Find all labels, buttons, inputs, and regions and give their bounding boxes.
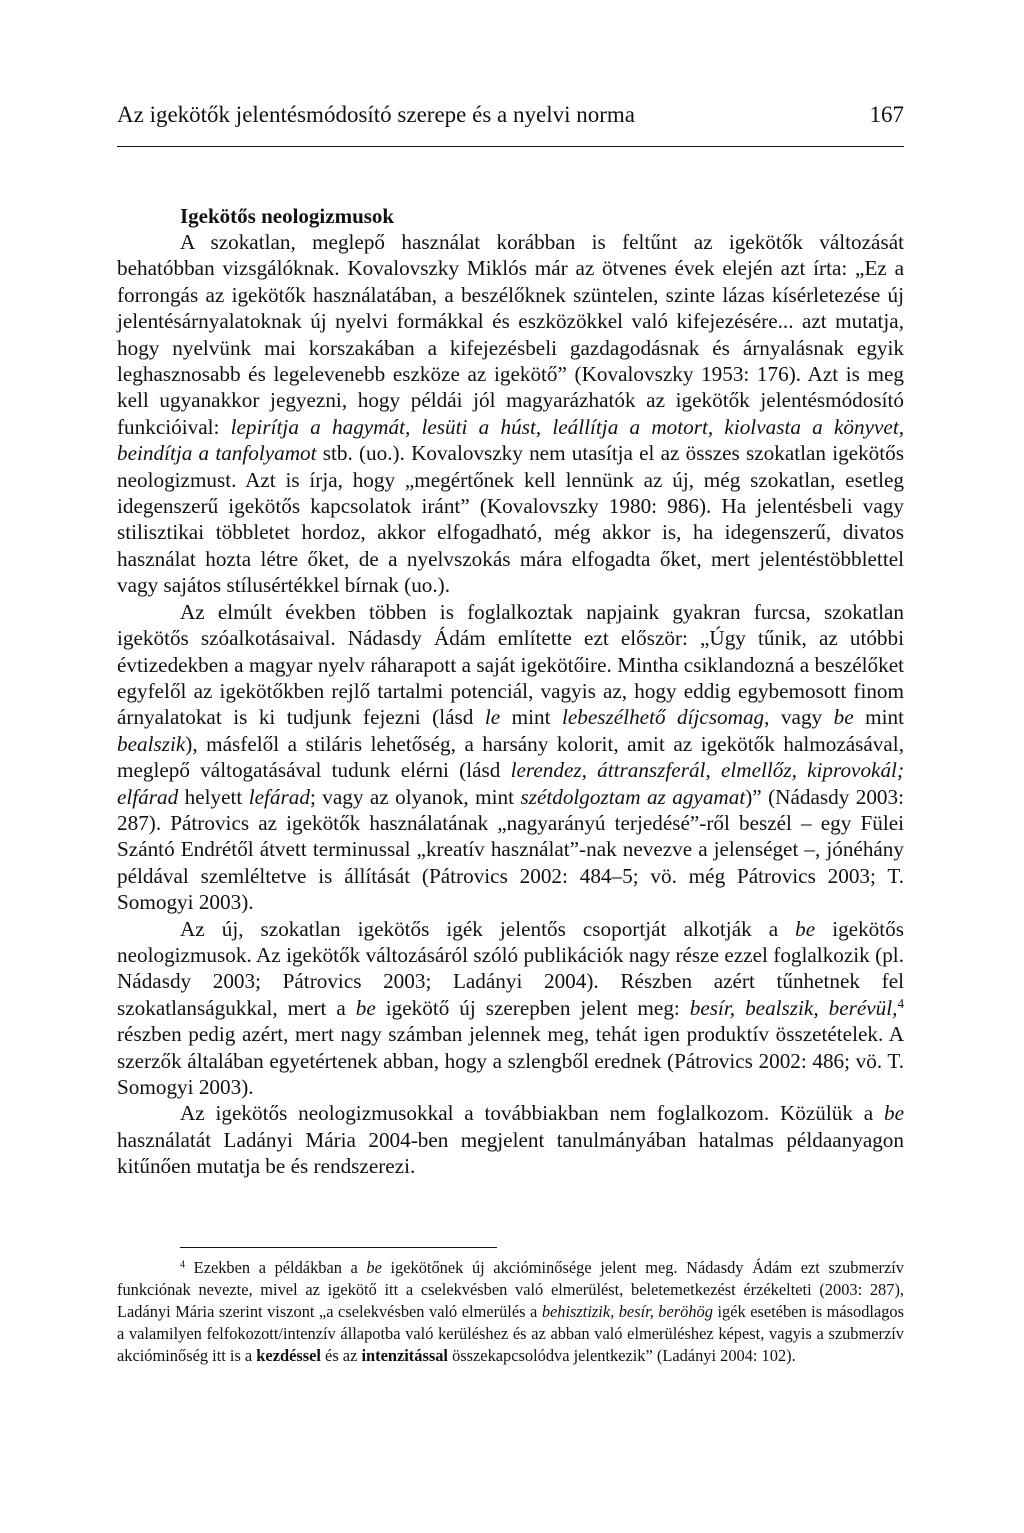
- text-run: )” (Nádasdy 2003: 287). Pátrovics az igekötők használatának „nagyarányú terjedésé”-ről beszél – egy Fülei Szántó Endrétől átvett terminussal „kreatív használat”-nak nevezve a jelenséget –, jónéhány példával szemléltetve is állítását (Pátrovics 2002: 484–5; vö. még Pátrovics 2003; T. Somogyi 2003).: [117, 784, 904, 915]
- text-run: stb. (uo.). Kovalovszky nem utasítja el az összes szokatlan igekötős neologizmust. Azt is írja, hogy „megértőnek kell lennünk az új, még szokatlan, esetleg idegenszerű igekötős kapcsolatok iránt” (Kovalovszky 1980: 986). Ha jelentésbeli vagy stilisztikai többletet hordoz, akkor elfogadható, még akkor is, ha idegenszerű, divatos használat hozta létre őket, de a nyelvszokás mára elfogadta őket, mert jelentéstöbblettel vagy sajátos stílusértékkel bírnak (uo.).: [117, 441, 905, 598]
- text-run: ), másfelől a stiláris lehetőség, a harsány kolorit, amit az igekötők halmozásával, meglepő váltogatásával tudunk elérni (lásd: [117, 731, 904, 783]
- header-divider: [117, 146, 904, 147]
- text-run: ; vagy az olyanok, mint: [309, 784, 521, 809]
- section-title: Igekötős neologizmusok: [180, 204, 395, 228]
- text-run: igekötő új szerepben jelent meg:: [375, 995, 690, 1020]
- text-run: részben pedig azért, mert nagy számban jelennek meg, tehát igen produktív összetételek. A szerzők általában egyetértenek abban, hogy a szlengből erednek (Pátrovics 2002: 486; vö. T. Somogyi 2003).: [117, 1022, 904, 1099]
- paragraph-3: [117, 916, 904, 1101]
- footnote-divider: [180, 1247, 497, 1248]
- italic-term: lebeszélhető díjcsomag: [562, 705, 765, 730]
- text-run: A szokatlan, meglepő használat korábban is feltűnt az igekötők változását behatóbban vizsgálóknak. Kovalovszky Miklós már az ötvenes évek elején azt írta: „Ez a forrongás az igekötők használatában, a beszélőknek szüntelen, szinte lázas kísérletezése új jelentésárnyalatoknak új nyelvi formákkal és eszközökkel való kifejezésére... azt mutatja, hogy nyelvünk mai korszakában a kifejezésbeli gazdagodásnak és árnyalásnak egyik leghasznosabb és legelevenebb eszköze az igekötő” (Kovalovszky 1953: 176). Azt is meg kell ugyanakkor jegyezni, hogy példái jól magyarázhatók az igekötők jelentésmódosító funkcióival:: [117, 230, 904, 439]
- text-run: és az: [320, 1345, 362, 1365]
- italic-term: lerendez, áttranszferál, elmellőz, kiprovokál; elfárad: [117, 758, 904, 809]
- text-run: igék esetében is másodlagos a valamilyen felfokozott/intenzív állapotba való kerüléshez és az abban való elmerüléshez képest, vagyis a szubmerzív akcióminőség itt is a: [117, 1301, 905, 1365]
- text-run: helyett: [178, 784, 249, 809]
- text-run: Az új, szokatlan igekötős igék jelentős csoportját alkotják a: [180, 916, 796, 941]
- page-number: 167: [869, 102, 904, 127]
- paragraph-2: [117, 599, 904, 916]
- italic-term: be: [795, 916, 816, 941]
- text-run: igekötőnek új akcióminősége jelent meg. Nádasdy Ádám ezt szubmerzív funkciónak nevezte, mivel az igekötő itt a cselekvésben való elmerülést, beletemetkezést érzékelteti (2003: 287), Ladányi Mária szerint viszont „a cselekvésben való elmerülés a: [117, 1258, 904, 1321]
- text-run: igekötős neologizmusok. Az igekötők változásáról szóló publikációk nagy része ezzel foglalkozik (pl. Nádasdy 2003; Pátrovics 2003; Ladányi 2004). Részben azért tűnhetnek fel szokatlanságukkal, mert a: [117, 916, 904, 1020]
- body-text: [117, 229, 904, 1180]
- italic-term: be: [366, 1258, 382, 1277]
- italic-term: szétdolgoztam az agyamat: [520, 784, 746, 809]
- italic-term: le: [484, 705, 501, 730]
- footnote-text: [117, 1257, 904, 1367]
- text-run: összekapcsolódva jelentkezik” (Ladányi 2004: 102).: [447, 1345, 796, 1365]
- paragraph-1: [117, 229, 904, 599]
- bold-term: kezdéssel: [256, 1345, 321, 1365]
- footnote-number: 4: [180, 1259, 186, 1271]
- italic-term: be: [355, 995, 376, 1020]
- italic-term: lefárad: [248, 784, 310, 809]
- italic-term: be: [833, 705, 854, 730]
- running-title: Az igekötők jelentésmódosító szerepe és a nyelvi norma: [117, 102, 635, 127]
- text-run: mint: [853, 705, 904, 730]
- bold-term: intenzitással: [361, 1345, 448, 1365]
- italic-term: be: [884, 1101, 904, 1126]
- text-run: , vagy: [764, 705, 834, 730]
- italic-term: bealszik: [117, 731, 186, 756]
- italic-term: behisztizik, besír, beröhög: [541, 1301, 713, 1321]
- italic-term: besír, bealszik, berévül,: [689, 995, 898, 1020]
- paragraph-4: [117, 1100, 904, 1179]
- text-run: használatát Ladányi Mária 2004-ben megjelent tanulmányában hatalmas példaanyagon kitűnően mutatja be és rendszerezi.: [117, 1127, 904, 1179]
- running-header: [117, 102, 904, 128]
- text-run: Az igekötős neologizmusokkal a továbbiakban nem foglalkozom. Közülük a: [180, 1101, 884, 1126]
- text-run: Ezekben a példákban a: [185, 1258, 367, 1277]
- footnote: [117, 1257, 904, 1367]
- text-run: Az elmúlt években többen is foglalkoztak napjaink gyakran furcsa, szokatlan igekötős szóalkotásaival. Nádasdy Ádám említette ezt először: „Úgy tűnik, az utóbbi évtizedekben a magyar nyelv ráharapott a saját igekötőire. Mintha csiklandozná a beszélőket egyfelől az igekötőkben rejlő tartalmi potenciál, vagyis az, hogy eddig egybemosott finom árnyalatokat is ki tudjunk fejezni (lásd: [117, 599, 904, 730]
- footnote-marker: 4: [897, 995, 904, 1011]
- text-run: mint: [500, 705, 562, 730]
- italic-examples: lepirítja a hagymát, lesüti a húst, leállítja a motort, kiolvasta a könyvet, beindítja a tanfolyamot: [117, 414, 904, 466]
